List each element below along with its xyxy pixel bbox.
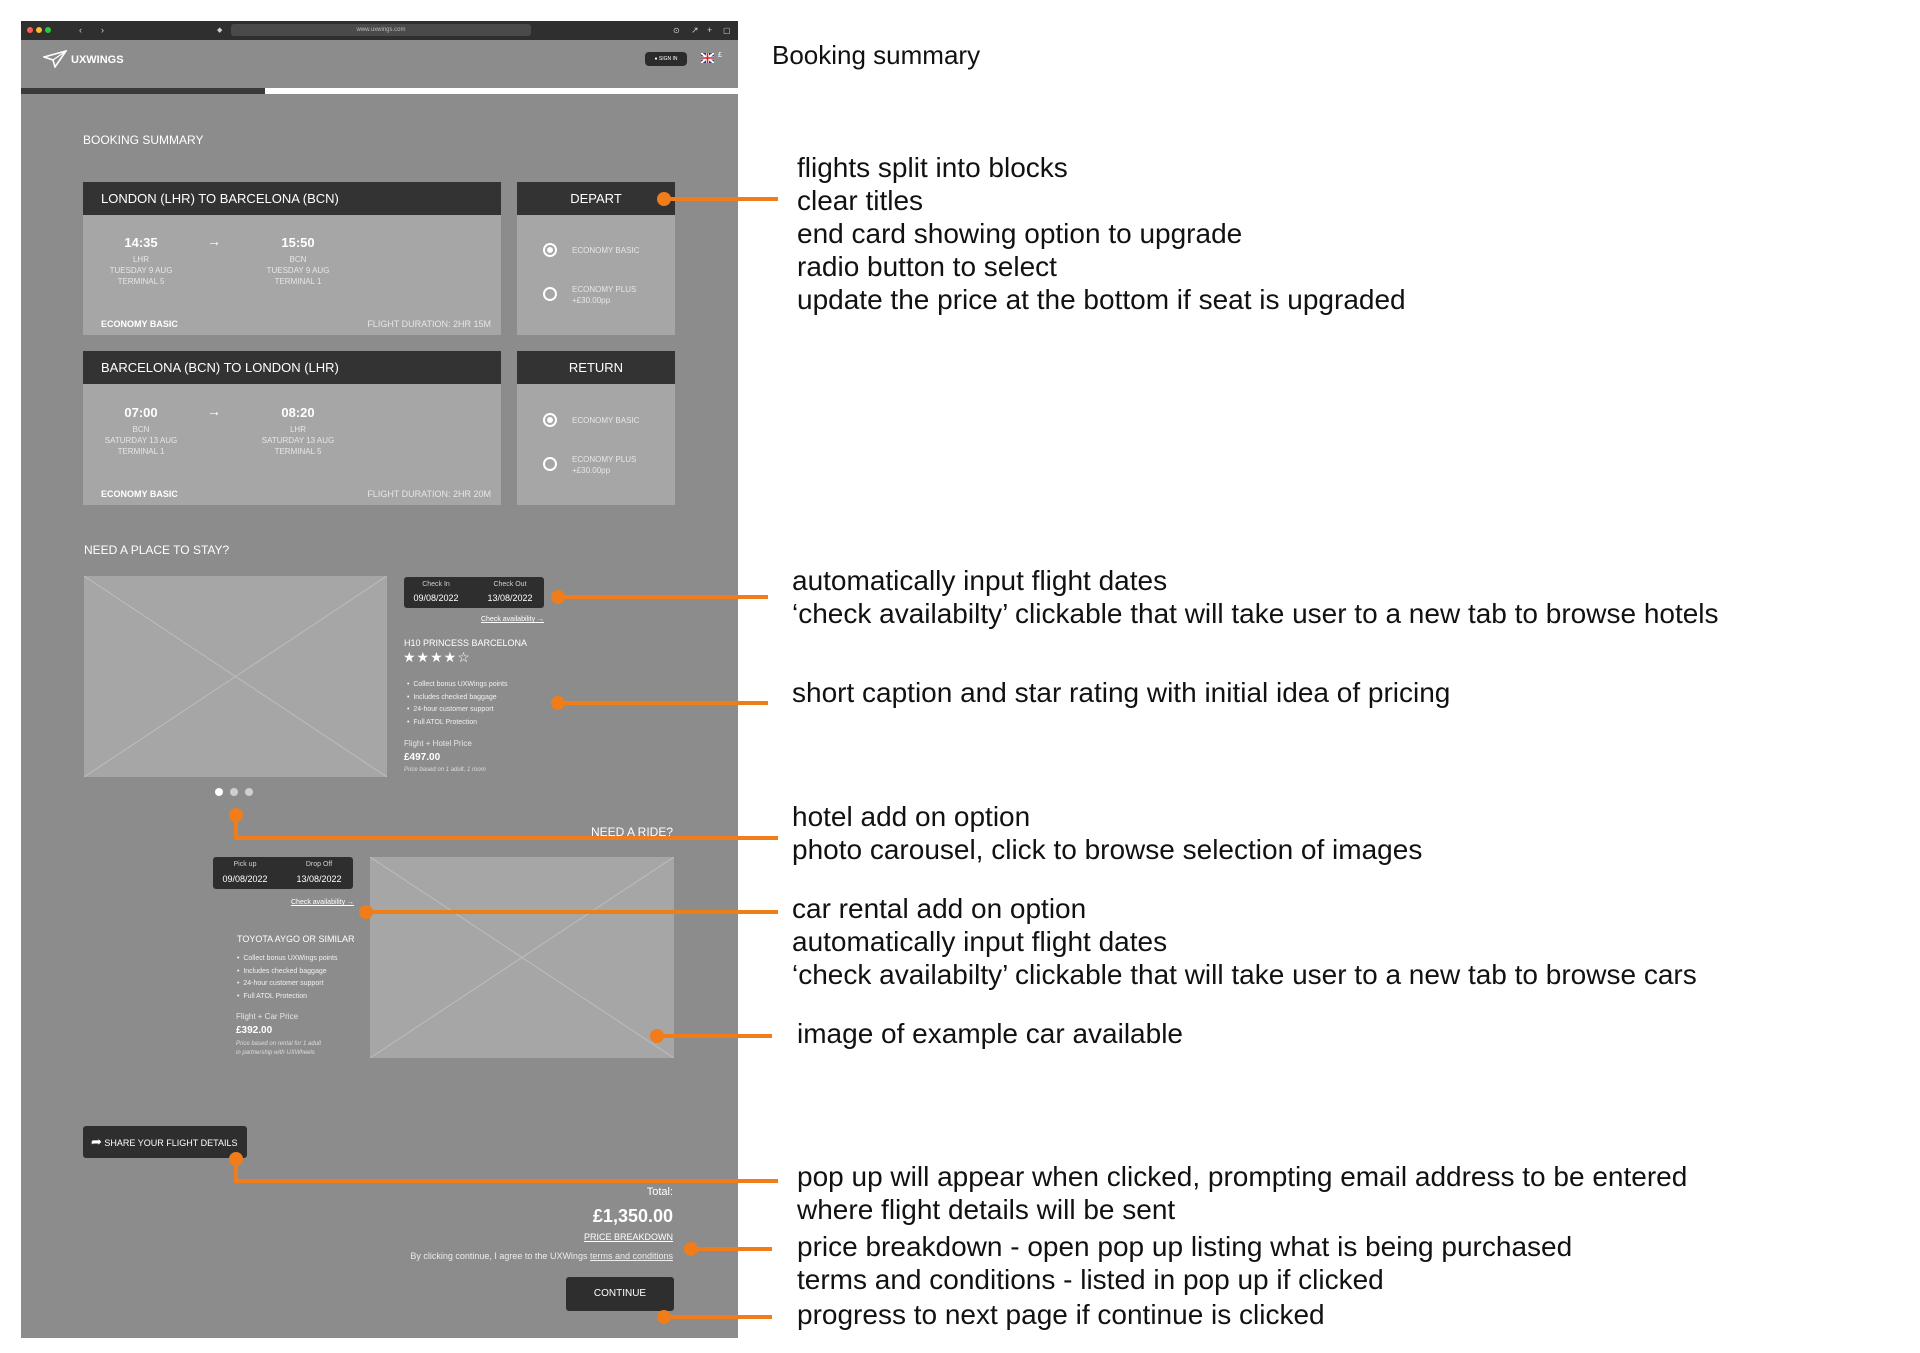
terms-notice (410, 1251, 673, 1261)
checkin-label: Check In (422, 581, 450, 588)
hotel-dates-box[interactable] (404, 577, 544, 608)
forward-icon[interactable]: › (101, 25, 104, 35)
mockup-browser-window (21, 21, 738, 1338)
car-feature: • Includes checked baggage (237, 967, 327, 975)
minimize-window-icon[interactable] (36, 27, 42, 33)
carousel-dot-active[interactable] (215, 788, 223, 796)
price-breakdown-link[interactable]: PRICE BREAKDOWN (583, 1232, 673, 1242)
inbound-arrive-terminal: TERMINAL 5 (274, 447, 322, 456)
outbound-depart-terminal: TERMINAL 5 (117, 277, 165, 286)
outbound-flight-card (83, 215, 501, 335)
share-icon[interactable]: ↗ (691, 25, 699, 35)
sign-in-button[interactable] (645, 52, 687, 66)
close-window-icon[interactable] (27, 27, 33, 33)
hotel-feature: • Full ATOL Protection (407, 718, 478, 726)
car-feature: • Full ATOL Protection (237, 992, 308, 1000)
note-car-rental: car rental add on option automatically input flight dates ‘check availabilty’ clickable that will take user to a new tab to browse cars (792, 893, 1697, 990)
depart-options-title: DEPART (517, 182, 675, 215)
uk-flag-icon[interactable] (701, 53, 714, 63)
note-hotel-caption: short caption and star rating with initial idea of pricing (792, 677, 1451, 708)
hotel-feature: • Includes checked baggage (407, 693, 497, 701)
car-dates-box[interactable] (213, 857, 353, 889)
depart-economy-basic-label: ECONOMY BASIC (572, 246, 640, 255)
currency-selector[interactable]: £ (718, 52, 722, 59)
arrow-right-icon: → (207, 403, 221, 419)
inbound-flight-title: BARCELONA (BCN) TO LONDON (LHR) (83, 351, 501, 384)
car-price: £392.00 (236, 1025, 273, 1036)
shield-icon: ◆ (217, 27, 223, 34)
car-section-title: NEED A RIDE? (590, 825, 673, 839)
car-check-availability-label: Check availability (291, 899, 346, 906)
back-icon[interactable]: ‹ (79, 25, 82, 35)
inbound-arrive-airport: LHR (289, 425, 306, 434)
return-economy-plus-label: ECONOMY PLUS (572, 455, 637, 464)
arrow-right-icon: → (207, 233, 221, 249)
outbound-arrive-time: 15:50 (281, 235, 315, 250)
return-economy-plus-radio[interactable] (543, 457, 557, 471)
carousel-dot[interactable] (245, 788, 253, 796)
car-name: TOYOTA AYGO OR SIMILAR (237, 934, 355, 944)
car-feature: • 24-hour customer support (237, 980, 324, 987)
hotel-price-note: Price based on 1 adult, 1 room (404, 767, 486, 773)
share-flight-details-button[interactable] (83, 1126, 247, 1158)
maximize-window-icon[interactable] (45, 27, 51, 33)
hotel-check-availability-link[interactable] (481, 616, 544, 623)
booking-summary-title: BOOKING SUMMARY (83, 133, 204, 147)
hotel-check-availability-label: Check availability (481, 616, 536, 623)
car-feature: • Collect bonus UXWings points (237, 955, 338, 962)
note-continue: progress to next page if continue is clicked (797, 1299, 1325, 1330)
depart-economy-plus-price: +£30.00pp (572, 296, 611, 305)
tabs-icon[interactable]: ▢ (723, 26, 731, 35)
url-bar[interactable]: www.uxwings.com (231, 24, 531, 36)
return-economy-plus-price: +£30.00pp (572, 466, 611, 475)
paper-plane-icon (43, 50, 67, 68)
inbound-flight-card (83, 384, 501, 505)
outbound-fare-class: ECONOMY BASIC (101, 319, 178, 329)
note-price: price breakdown - open pop up listing what is being purchased terms and conditions - listed in pop up if clicked (797, 1231, 1573, 1295)
outbound-arrive-terminal: TERMINAL 1 (274, 277, 322, 286)
inbound-arrive-time: 08:20 (281, 405, 315, 420)
outbound-flight-title: LONDON (LHR) TO BARCELONA (BCN) (83, 182, 501, 215)
hotel-star-rating: ★★★★☆ (403, 649, 471, 665)
share-flight-details-label: SHARE YOUR FLIGHT DETAILS (104, 1138, 238, 1148)
hotel-price: £497.00 (404, 752, 441, 763)
share-arrow-icon: ➦ (91, 1134, 102, 1149)
arrow-right-icon: → (347, 899, 355, 906)
car-check-availability-link[interactable] (291, 899, 354, 906)
outbound-arrive-airport: BCN (289, 255, 307, 264)
hotel-name: H10 PRINCESS BARCELONA (404, 638, 528, 648)
terms-prefix: By clicking continue, I agree to the UXWings (410, 1251, 590, 1261)
pickup-label: Pick up (233, 861, 257, 868)
outbound-arrive-date: TUESDAY 9 AUG (266, 266, 330, 275)
hotel-image-placeholder[interactable] (84, 576, 387, 777)
hotel-features-list (407, 679, 508, 729)
dropoff-label: Drop Off (305, 861, 333, 868)
site-header (21, 40, 738, 88)
carousel-dot[interactable] (230, 788, 238, 796)
car-partner-note: in partnership with UXWheels (236, 1050, 315, 1056)
checkout-label: Check Out (493, 581, 527, 588)
car-features-list (237, 953, 338, 1003)
total-amount: £1,350.00 (592, 1206, 673, 1226)
depart-economy-basic-radio[interactable] (543, 243, 557, 257)
depart-economy-plus-label: ECONOMY PLUS (572, 285, 637, 294)
outbound-depart-time: 14:35 (124, 235, 158, 250)
inbound-depart-time: 07:00 (124, 405, 158, 420)
outbound-depart-airport: LHR (132, 255, 149, 264)
dropoff-date[interactable]: 13/08/2022 (296, 874, 342, 884)
booking-progress-fill (21, 88, 265, 94)
outbound-depart-date: TUESDAY 9 AUG (109, 266, 173, 275)
depart-options-card (517, 215, 675, 335)
inbound-depart-terminal: TERMINAL 1 (117, 447, 165, 456)
arrow-right-icon: → (537, 616, 545, 623)
return-options-card (517, 384, 675, 505)
car-image-placeholder (370, 857, 674, 1058)
outbound-flight-duration: FLIGHT DURATION: 2HR 15M (367, 319, 491, 329)
terms-link[interactable]: terms and conditions (589, 1251, 673, 1261)
car-price-note: Price based on rental for 1 adult (236, 1041, 322, 1047)
pickup-date[interactable]: 09/08/2022 (222, 874, 268, 884)
hotel-feature: • Collect bonus UXWings points (407, 681, 508, 688)
new-tab-icon[interactable]: + (707, 25, 713, 35)
return-options-title: RETURN (517, 351, 675, 384)
sign-in-label: SIGN IN (658, 56, 678, 62)
download-icon[interactable]: ⊙ (673, 26, 680, 35)
checkout-date[interactable]: 13/08/2022 (487, 593, 533, 603)
continue-button[interactable]: CONTINUE (566, 1277, 674, 1311)
return-economy-basic-label: ECONOMY BASIC (572, 416, 640, 425)
note-car-image: image of example car available (797, 1018, 1183, 1049)
inbound-depart-airport: BCN (132, 425, 150, 434)
note-hotel-dates: automatically input flight dates ‘check availabilty’ clickable that will take user to a new tab to browse hotels (792, 565, 1719, 629)
hotel-price-label: Flight + Hotel Price (404, 739, 472, 748)
booking-progress-bar (21, 88, 738, 94)
inbound-depart-date: SATURDAY 13 AUG (104, 436, 178, 445)
car-price-label: Flight + Car Price (236, 1012, 299, 1021)
hotel-feature: • 24-hour customer support (407, 706, 494, 713)
inbound-arrive-date: SATURDAY 13 AUG (261, 436, 335, 445)
site-logo[interactable]: UXWINGS (71, 54, 124, 66)
inbound-flight-duration: FLIGHT DURATION: 2HR 20M (367, 489, 491, 499)
note-share: pop up will appear when clicked, prompting email address to be entered where flight details will be sent (797, 1161, 1688, 1225)
total-label: Total: (646, 1186, 673, 1198)
page-heading: Booking summary (772, 40, 981, 70)
depart-economy-plus-radio[interactable] (543, 287, 557, 301)
user-icon: ● (654, 56, 658, 62)
note-flights: flights split into blocks clear titles end card showing option to upgrade radio button to select update the price at the bottom if seat is upgraded (797, 152, 1406, 315)
hotel-section-title: NEED A PLACE TO STAY? (84, 543, 230, 557)
inbound-fare-class: ECONOMY BASIC (101, 489, 178, 499)
browser-toolbar (21, 21, 738, 40)
note-hotel-addon: hotel add on option photo carousel, click to browse selection of images (792, 801, 1423, 865)
return-economy-basic-radio[interactable] (543, 413, 557, 427)
checkin-date[interactable]: 09/08/2022 (413, 593, 459, 603)
